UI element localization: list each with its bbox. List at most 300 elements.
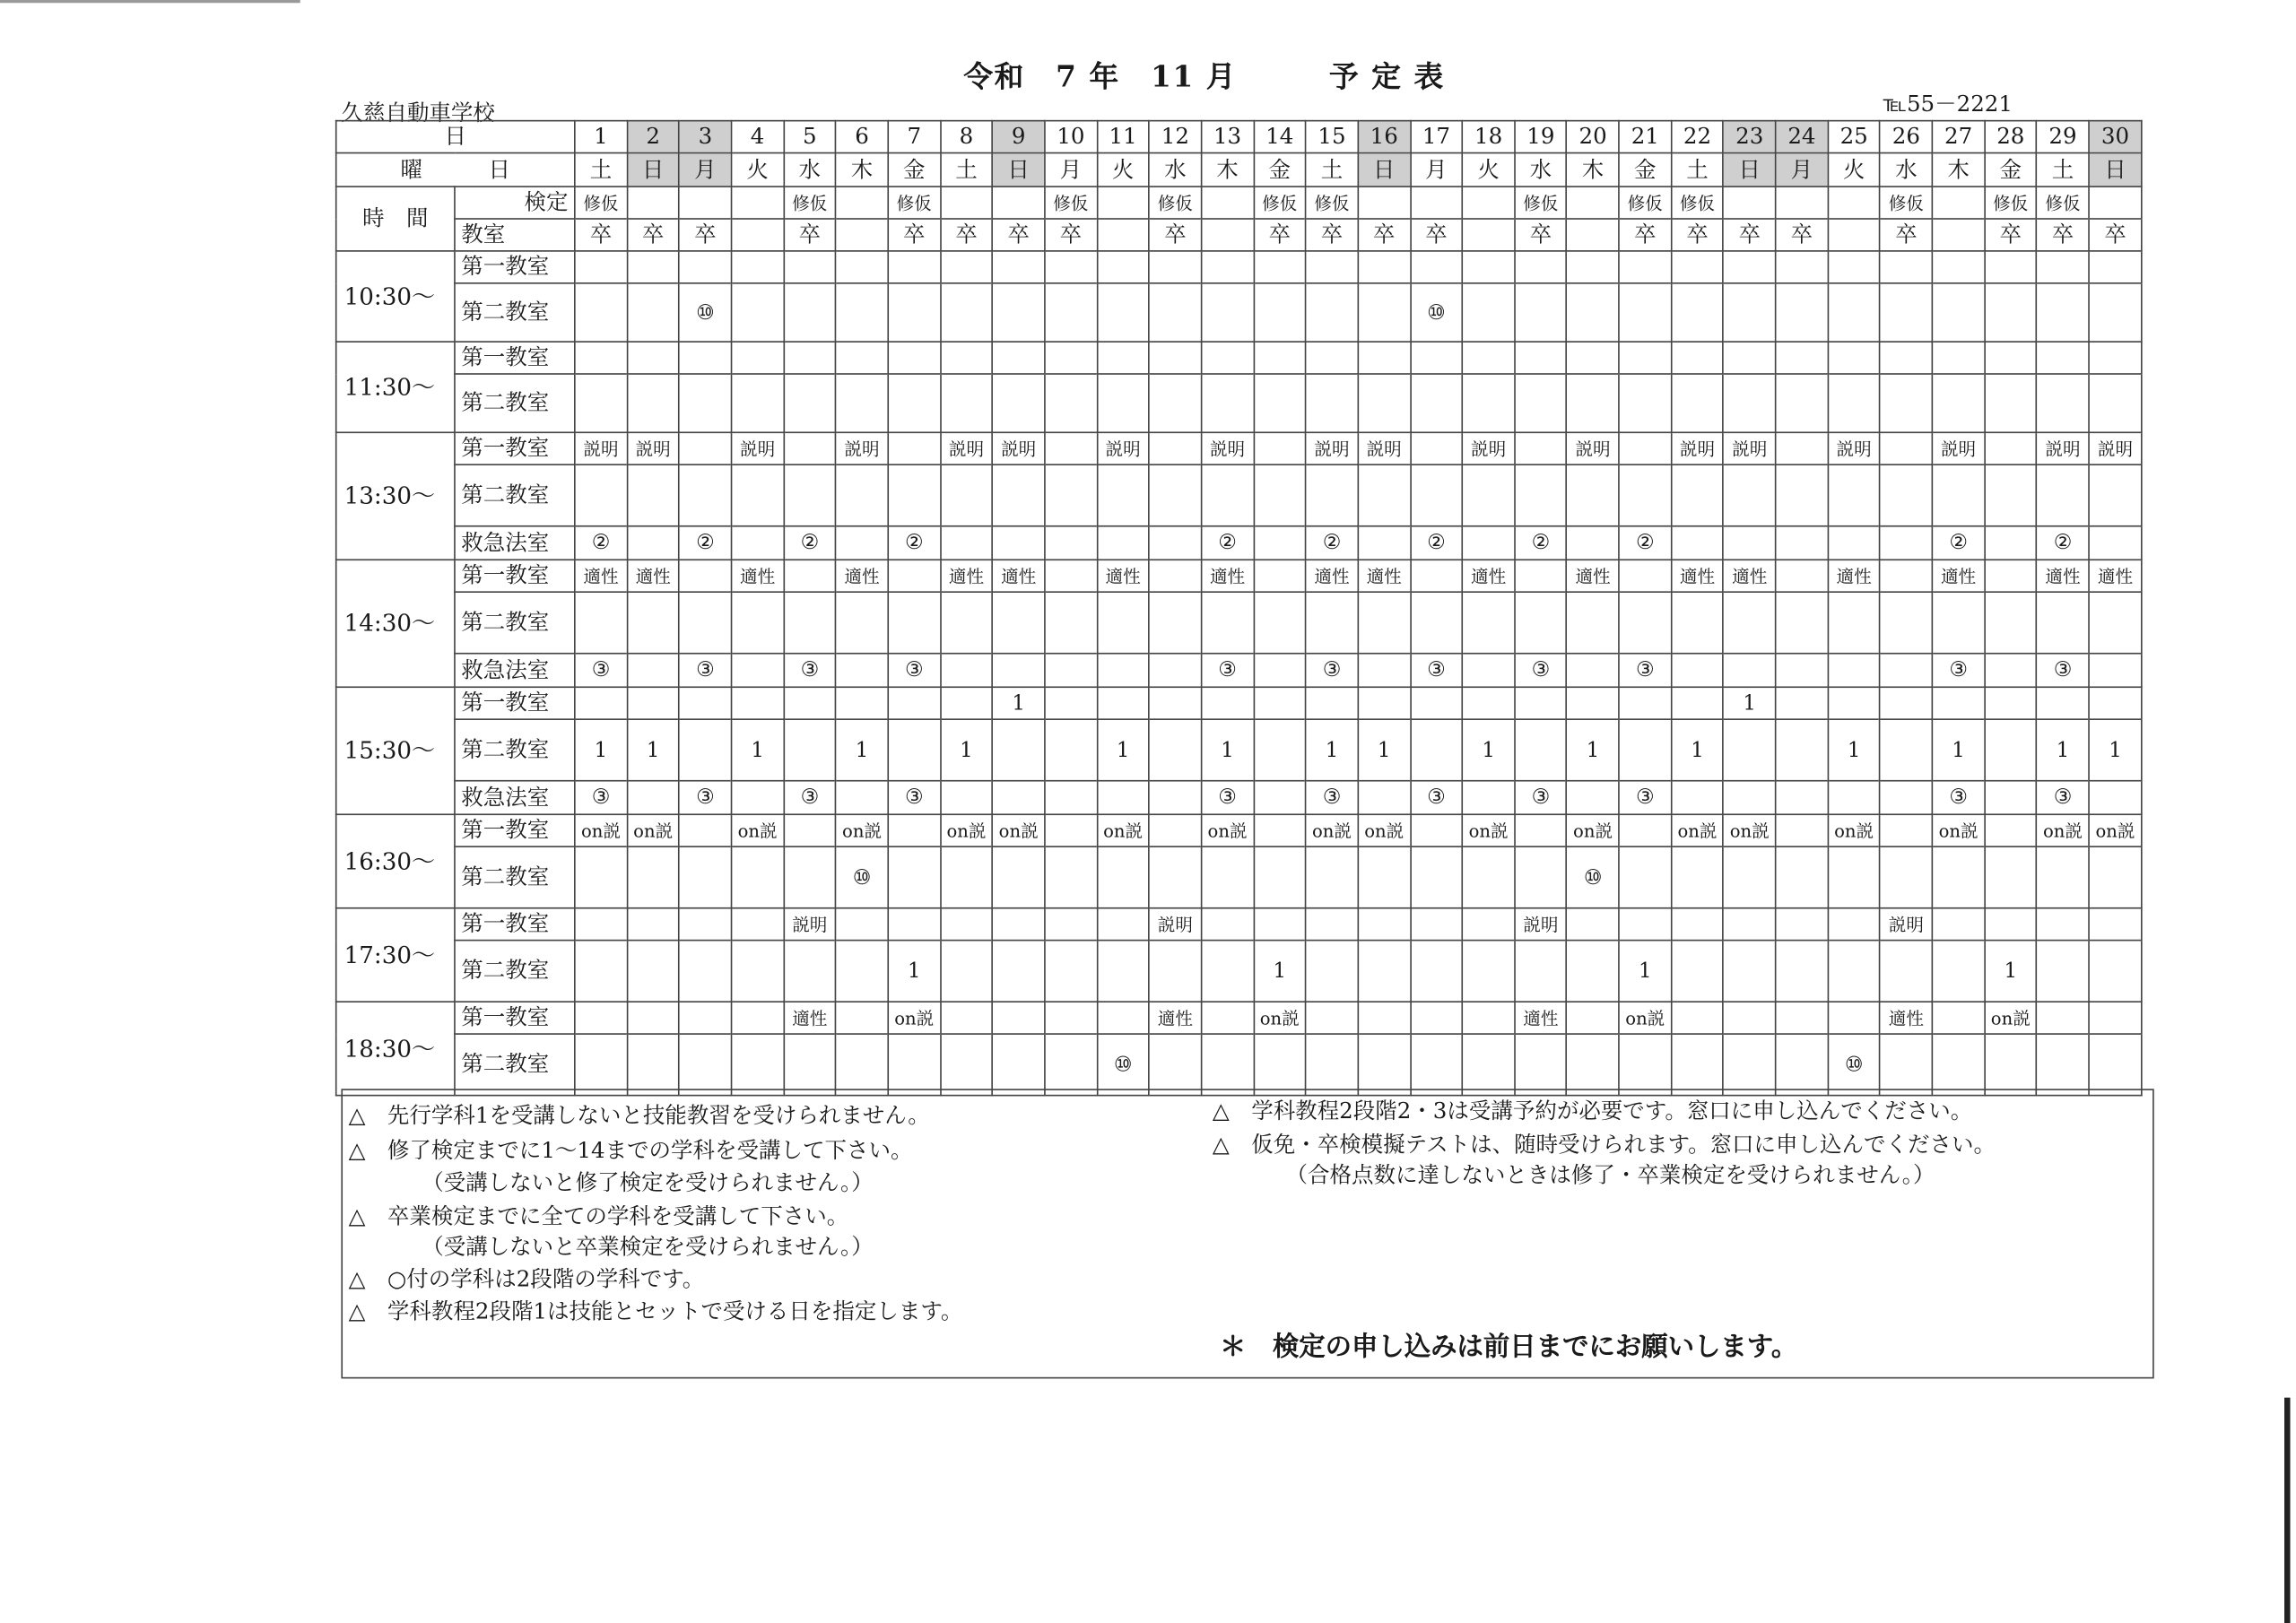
day-number: 28 xyxy=(1985,121,2037,153)
schedule-cell xyxy=(1671,592,1723,654)
schedule-cell xyxy=(1045,592,1097,654)
schedule-cell xyxy=(627,1034,679,1096)
schedule-cell: on説 xyxy=(732,814,784,846)
schedule-cell xyxy=(1358,283,1410,342)
schedule-cell xyxy=(1358,342,1410,374)
schedule-cell xyxy=(1463,526,1515,560)
exam-cell xyxy=(993,187,1045,219)
schedule-cell xyxy=(1880,526,1932,560)
schedule-cell xyxy=(732,592,784,654)
room-name: 第一教室 xyxy=(455,687,575,719)
schedule-cell xyxy=(1254,814,1306,846)
schedule-cell: 説明 xyxy=(627,432,679,464)
schedule-cell: ③ xyxy=(1306,654,1358,688)
schedule-cell xyxy=(679,687,731,719)
schedule-cell: 適性 xyxy=(1463,560,1515,592)
schedule-cell xyxy=(1306,846,1358,908)
schedule-cell xyxy=(1828,592,1880,654)
day-number: 23 xyxy=(1724,121,1776,153)
schedule-cell: ③ xyxy=(679,781,731,815)
exam-cell xyxy=(836,187,888,219)
schedule-cell xyxy=(679,560,731,592)
schedule-cell xyxy=(1932,251,1984,283)
graduation-cell: 卒 xyxy=(1149,219,1201,251)
schedule-cell xyxy=(1724,1002,1776,1034)
schedule-cell: 適性 xyxy=(940,560,992,592)
schedule-cell xyxy=(888,908,940,941)
schedule-cell xyxy=(1985,592,2037,654)
schedule-cell xyxy=(1619,464,1671,526)
schedule-cell xyxy=(1463,251,1515,283)
schedule-cell xyxy=(1880,464,1932,526)
schedule-cell: 1 xyxy=(1201,719,1253,781)
schedule-cell xyxy=(1097,342,1149,374)
schedule-cell xyxy=(1828,1002,1880,1034)
graduation-cell: 卒 xyxy=(1358,219,1410,251)
schedule-cell xyxy=(1828,374,1880,432)
schedule-cell xyxy=(2089,592,2142,654)
schedule-cell: ⑩ xyxy=(1410,283,1462,342)
schedule-cell xyxy=(940,1034,992,1096)
room-name: 救急法室 xyxy=(455,654,575,688)
schedule-cell xyxy=(1306,687,1358,719)
schedule-cell xyxy=(1097,687,1149,719)
day-number: 30 xyxy=(2089,121,2142,153)
graduation-cell xyxy=(1828,219,1880,251)
schedule-cell xyxy=(732,941,784,1002)
slot-row xyxy=(336,526,2142,560)
schedule-cell: ⑩ xyxy=(679,283,731,342)
schedule-cell xyxy=(679,814,731,846)
schedule-cell xyxy=(1097,1002,1149,1034)
schedule-cell: ③ xyxy=(1515,654,1567,688)
schedule-cell xyxy=(836,526,888,560)
exam-cell xyxy=(1724,187,1776,219)
schedule-cell: 適性 xyxy=(732,560,784,592)
schedule-cell xyxy=(1254,654,1306,688)
graduation-cell xyxy=(836,219,888,251)
schedule-cell xyxy=(784,251,836,283)
slot-row xyxy=(336,687,2142,719)
schedule-cell: 1 xyxy=(836,719,888,781)
day-number: 11 xyxy=(1097,121,1149,153)
day-number: 20 xyxy=(1567,121,1619,153)
weekday: 火 xyxy=(1828,153,1880,187)
schedule-cell xyxy=(1724,781,1776,815)
schedule-cell: on説 xyxy=(575,814,627,846)
schedule-cell: 1 xyxy=(1724,687,1776,719)
weekday: 火 xyxy=(1463,153,1515,187)
schedule-cell xyxy=(888,719,940,781)
note-left-4: △ 卒業検定までに全ての学科を受講して下さい。 xyxy=(348,1202,849,1229)
schedule-cell xyxy=(1254,432,1306,464)
weekday: 月 xyxy=(679,153,731,187)
schedule-cell xyxy=(1724,846,1776,908)
schedule-cell xyxy=(1097,251,1149,283)
schedule-cell xyxy=(1880,592,1932,654)
slot-row xyxy=(336,814,2142,846)
schedule-cell xyxy=(627,526,679,560)
schedule-cell: on説 xyxy=(1201,814,1253,846)
schedule-cell xyxy=(2037,374,2089,432)
schedule-cell xyxy=(1410,846,1462,908)
schedule-cell xyxy=(993,654,1045,688)
exam-cell xyxy=(1410,187,1462,219)
day-number: 21 xyxy=(1619,121,1671,153)
schedule-cell xyxy=(1515,846,1567,908)
schedule-cell xyxy=(1567,1034,1619,1096)
schedule-cell: ② xyxy=(1201,526,1253,560)
schedule-cell: 説明 xyxy=(1880,908,1932,941)
weekday: 水 xyxy=(784,153,836,187)
room-name: 第二教室 xyxy=(455,283,575,342)
schedule-cell xyxy=(1306,1034,1358,1096)
schedule-cell xyxy=(1567,592,1619,654)
weekday: 金 xyxy=(888,153,940,187)
schedule-cell xyxy=(1515,560,1567,592)
room-name: 第一教室 xyxy=(455,814,575,846)
weekday-label: 曜 日 xyxy=(336,153,575,187)
schedule-cell xyxy=(1463,781,1515,815)
schedule-cell xyxy=(627,342,679,374)
schedule-cell: on説 xyxy=(836,814,888,846)
schedule-cell: 1 xyxy=(1097,719,1149,781)
schedule-cell xyxy=(1358,1002,1410,1034)
schedule-cell xyxy=(1724,342,1776,374)
schedule-cell xyxy=(784,464,836,526)
schedule-cell xyxy=(1410,941,1462,1002)
schedule-cell: 1 xyxy=(2037,719,2089,781)
schedule-cell xyxy=(2089,781,2142,815)
weekday: 木 xyxy=(1201,153,1253,187)
slot-row xyxy=(336,560,2142,592)
schedule-cell: on説 xyxy=(1306,814,1358,846)
schedule-cell: 適性 xyxy=(1149,1002,1201,1034)
room-name: 第一教室 xyxy=(455,1002,575,1034)
schedule-cell xyxy=(1306,1002,1358,1034)
schedule-cell xyxy=(627,687,679,719)
time-slot: 17:30～ xyxy=(336,908,455,1002)
room-name: 第二教室 xyxy=(455,846,575,908)
schedule-cell: 適性 xyxy=(836,560,888,592)
schedule-cell xyxy=(993,1002,1045,1034)
schedule-cell xyxy=(888,814,940,846)
graduation-cell: 卒 xyxy=(1776,219,1828,251)
exam-cell: 修仮 xyxy=(1149,187,1201,219)
schedule-cell xyxy=(1149,342,1201,374)
schedule-cell xyxy=(1410,1002,1462,1034)
schedule-cell xyxy=(575,908,627,941)
schedule-cell xyxy=(1776,251,1828,283)
note-left-1: △ 先行学科1を受講しないと技能教習を受けられません。 xyxy=(348,1101,930,1129)
time-slot: 16:30～ xyxy=(336,814,455,907)
exam-cell xyxy=(1932,187,1984,219)
schedule-cell xyxy=(888,846,940,908)
day-number: 7 xyxy=(888,121,940,153)
schedule-cell xyxy=(993,719,1045,781)
schedule-cell xyxy=(627,283,679,342)
schedule-cell xyxy=(1776,283,1828,342)
schedule-cell xyxy=(836,374,888,432)
schedule-cell xyxy=(784,941,836,1002)
schedule-cell xyxy=(940,1002,992,1034)
schedule-cell xyxy=(1985,781,2037,815)
schedule-cell xyxy=(993,464,1045,526)
application-notice: ＊ 検定の申し込みは前日までにお願いします。 xyxy=(1220,1332,1798,1363)
schedule-cell xyxy=(940,526,992,560)
schedule-cell xyxy=(1619,592,1671,654)
schedule-cell xyxy=(1358,1034,1410,1096)
schedule-cell xyxy=(1619,846,1671,908)
schedule-cell xyxy=(1410,908,1462,941)
schedule-cell xyxy=(888,687,940,719)
schedule-cell xyxy=(1776,719,1828,781)
note-left-2: △ 修了検定までに1～14までの学科を受講して下さい。 xyxy=(348,1137,913,1164)
weekday: 日 xyxy=(627,153,679,187)
schedule-cell xyxy=(1776,374,1828,432)
room-name: 第一教室 xyxy=(455,432,575,464)
slot-row xyxy=(336,846,2142,908)
schedule-cell xyxy=(993,846,1045,908)
graduation-row xyxy=(336,219,2142,251)
schedule-cell xyxy=(1932,908,1984,941)
schedule-cell xyxy=(888,283,940,342)
schedule-cell xyxy=(1306,592,1358,654)
schedule-cell xyxy=(1254,908,1306,941)
schedule-table xyxy=(335,120,2143,1097)
schedule-cell: 適性 xyxy=(627,560,679,592)
schedule-cell xyxy=(1880,846,1932,908)
schedule-cell xyxy=(1567,283,1619,342)
schedule-cell xyxy=(1985,654,2037,688)
time-slot: 14:30～ xyxy=(336,560,455,687)
schedule-cell xyxy=(1201,1034,1253,1096)
schedule-cell: 説明 xyxy=(575,432,627,464)
schedule-cell xyxy=(784,374,836,432)
schedule-cell xyxy=(1358,687,1410,719)
schedule-cell xyxy=(679,592,731,654)
schedule-cell xyxy=(1463,941,1515,1002)
schedule-cell xyxy=(1201,283,1253,342)
schedule-cell xyxy=(940,251,992,283)
schedule-cell xyxy=(1932,687,1984,719)
schedule-cell xyxy=(940,941,992,1002)
schedule-cell xyxy=(575,941,627,1002)
schedule-cell: 説明 xyxy=(1097,432,1149,464)
room-name: 第二教室 xyxy=(455,374,575,432)
schedule-cell xyxy=(1985,814,2037,846)
schedule-cell: on説 xyxy=(993,814,1045,846)
schedule-cell: 1 xyxy=(993,687,1045,719)
room-name: 第一教室 xyxy=(455,251,575,283)
schedule-cell xyxy=(627,592,679,654)
schedule-cell xyxy=(1515,283,1567,342)
schedule-cell xyxy=(1515,464,1567,526)
schedule-cell xyxy=(2089,908,2142,941)
schedule-cell xyxy=(1932,283,1984,342)
schedule-cell xyxy=(1410,342,1462,374)
schedule-cell xyxy=(1828,908,1880,941)
day-number: 8 xyxy=(940,121,992,153)
schedule-cell xyxy=(732,687,784,719)
schedule-cell xyxy=(1985,687,2037,719)
exam-cell xyxy=(1201,187,1253,219)
page-title: 令和 7 年 11 月 予 定 表 xyxy=(963,58,1445,94)
schedule-cell xyxy=(1515,719,1567,781)
schedule-cell xyxy=(1097,374,1149,432)
schedule-cell xyxy=(993,1034,1045,1096)
schedule-cell xyxy=(1985,464,2037,526)
schedule-cell xyxy=(1932,941,1984,1002)
schedule-cell xyxy=(1776,592,1828,654)
schedule-cell: ③ xyxy=(888,781,940,815)
exam-cell xyxy=(1358,187,1410,219)
schedule-cell xyxy=(1724,654,1776,688)
room-name: 第二教室 xyxy=(455,464,575,526)
exam-row xyxy=(336,187,2142,219)
schedule-cell xyxy=(679,908,731,941)
schedule-cell xyxy=(1776,846,1828,908)
graduation-cell: 卒 xyxy=(1724,219,1776,251)
schedule-cell xyxy=(784,846,836,908)
schedule-cell: ③ xyxy=(1201,654,1253,688)
exam-cell: 修仮 xyxy=(888,187,940,219)
schedule-cell xyxy=(1254,592,1306,654)
schedule-cell xyxy=(1776,432,1828,464)
schedule-cell xyxy=(1619,560,1671,592)
schedule-cell xyxy=(1045,464,1097,526)
schedule-cell xyxy=(627,908,679,941)
schedule-cell xyxy=(1724,592,1776,654)
schedule-cell xyxy=(1201,908,1253,941)
graduation-cell xyxy=(1567,219,1619,251)
schedule-cell xyxy=(1671,781,1723,815)
schedule-cell xyxy=(1097,654,1149,688)
schedule-cell xyxy=(1515,687,1567,719)
schedule-cell xyxy=(1254,464,1306,526)
schedule-cell xyxy=(993,283,1045,342)
schedule-cell xyxy=(1045,374,1097,432)
schedule-cell: 説明 xyxy=(1671,432,1723,464)
schedule-cell xyxy=(1776,560,1828,592)
schedule-cell xyxy=(1358,251,1410,283)
schedule-cell xyxy=(2089,687,2142,719)
schedule-cell xyxy=(1724,1034,1776,1096)
schedule-cell xyxy=(1619,908,1671,941)
schedule-cell xyxy=(2037,941,2089,1002)
exam-cell: 修仮 xyxy=(1254,187,1306,219)
slot-row xyxy=(336,432,2142,464)
time-slot: 15:30～ xyxy=(336,687,455,814)
schedule-cell xyxy=(993,251,1045,283)
schedule-cell xyxy=(1671,1034,1723,1096)
schedule-cell xyxy=(1254,719,1306,781)
schedule-cell xyxy=(1358,654,1410,688)
schedule-cell xyxy=(2037,1002,2089,1034)
schedule-cell xyxy=(1149,719,1201,781)
day-number: 16 xyxy=(1358,121,1410,153)
schedule-cell xyxy=(1828,687,1880,719)
schedule-cell xyxy=(1358,464,1410,526)
schedule-cell xyxy=(1254,846,1306,908)
schedule-cell xyxy=(1254,687,1306,719)
schedule-cell xyxy=(1671,846,1723,908)
schedule-cell xyxy=(1306,464,1358,526)
graduation-cell: 卒 xyxy=(1045,219,1097,251)
schedule-cell xyxy=(1358,526,1410,560)
schedule-cell xyxy=(940,654,992,688)
note-left-6: △ ○付の学科は2段階の学科です。 xyxy=(348,1265,705,1293)
slot-row xyxy=(336,342,2142,374)
schedule-cell: ③ xyxy=(1619,654,1671,688)
schedule-cell xyxy=(1880,814,1932,846)
schedule-cell xyxy=(627,251,679,283)
schedule-cell xyxy=(940,592,992,654)
graduation-cell: 卒 xyxy=(1254,219,1306,251)
slot-row xyxy=(336,1034,2142,1096)
schedule-cell xyxy=(1045,432,1097,464)
graduation-cell: 卒 xyxy=(940,219,992,251)
schedule-cell: ② xyxy=(679,526,731,560)
schedule-cell xyxy=(679,464,731,526)
graduation-cell: 卒 xyxy=(1880,219,1932,251)
schedule-cell xyxy=(627,464,679,526)
schedule-cell xyxy=(1149,526,1201,560)
schedule-cell: ⑩ xyxy=(1828,1034,1880,1096)
schedule-cell xyxy=(1567,251,1619,283)
room-name: 第二教室 xyxy=(455,592,575,654)
schedule-cell xyxy=(2089,374,2142,432)
day-number: 4 xyxy=(732,121,784,153)
schedule-cell xyxy=(784,814,836,846)
schedule-cell xyxy=(1097,941,1149,1002)
schedule-cell xyxy=(1880,1034,1932,1096)
weekday: 金 xyxy=(1619,153,1671,187)
schedule-cell: ⑩ xyxy=(1567,846,1619,908)
schedule-cell: 1 xyxy=(627,719,679,781)
day-number: 2 xyxy=(627,121,679,153)
schedule-cell xyxy=(1880,560,1932,592)
schedule-cell xyxy=(1671,251,1723,283)
schedule-cell xyxy=(627,654,679,688)
slot-row xyxy=(336,719,2142,781)
exam-cell: 修仮 xyxy=(1306,187,1358,219)
schedule-cell xyxy=(1410,814,1462,846)
schedule-cell xyxy=(1880,432,1932,464)
schedule-cell: 適性 xyxy=(1358,560,1410,592)
graduation-cell: 卒 xyxy=(993,219,1045,251)
schedule-cell: 説明 xyxy=(1932,432,1984,464)
schedule-cell xyxy=(575,283,627,342)
day-number: 14 xyxy=(1254,121,1306,153)
schedule-cell xyxy=(1515,342,1567,374)
schedule-cell xyxy=(1463,374,1515,432)
schedule-cell xyxy=(993,374,1045,432)
schedule-cell xyxy=(836,654,888,688)
schedule-cell xyxy=(836,592,888,654)
schedule-cell xyxy=(1045,1002,1097,1034)
schedule-cell xyxy=(1410,374,1462,432)
schedule-cell xyxy=(1045,687,1097,719)
schedule-cell: 説明 xyxy=(940,432,992,464)
schedule-cell xyxy=(732,781,784,815)
schedule-cell: 適性 xyxy=(1567,560,1619,592)
schedule-cell xyxy=(1985,432,2037,464)
schedule-cell: 適性 xyxy=(1515,1002,1567,1034)
graduation-cell: 卒 xyxy=(2089,219,2142,251)
schedule-cell xyxy=(2089,941,2142,1002)
exam-cell: 修仮 xyxy=(1515,187,1567,219)
